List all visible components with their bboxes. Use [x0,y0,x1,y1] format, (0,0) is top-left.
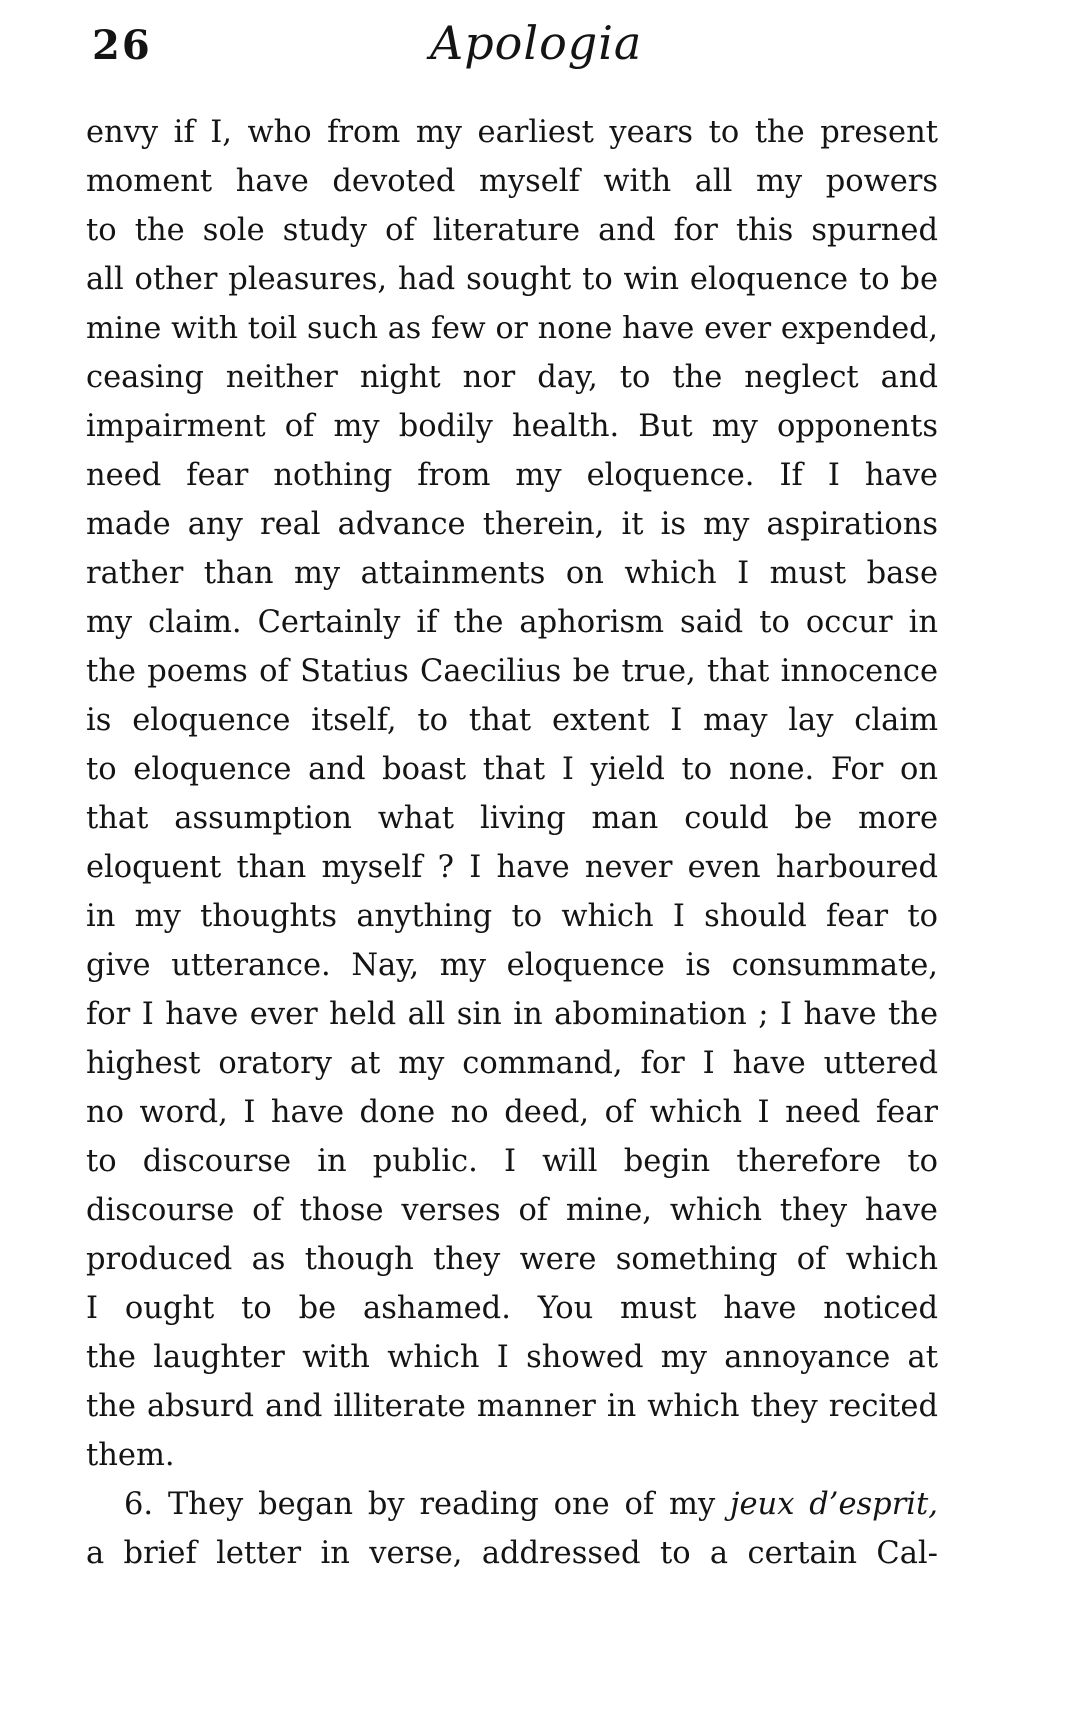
text-line [86,1480,938,1529]
text-line: is eloquence itself, to that extent I may lay claim [86,703,938,738]
text-line: rather than my attainments on which I must base [86,556,938,591]
running-title: Apologia [430,16,643,70]
text-line: my claim. Certainly if the aphorism said to occur in [86,605,938,640]
text-line: to the sole study of literature and for this spurned [86,213,938,248]
body-text [86,108,938,1578]
running-head [0,0,1080,110]
text-line: a brief letter in verse, addressed to a certain Cal- [86,1536,938,1571]
paragraph [86,1480,938,1578]
text-line: envy if I, who from my earliest years to the present [86,115,938,150]
text-line: eloquent than myself ? I have never even harboured [86,850,938,885]
text-line: them. [86,1438,175,1473]
text-line: ceasing neither night nor day, to the neglect and [86,360,938,395]
paragraph [86,108,938,1480]
italic-phrase: jeux d’esprit, [730,1487,938,1522]
text-line: need fear nothing from my eloquence. If I have [86,458,938,493]
text-line: in my thoughts anything to which I should fear to [86,899,938,934]
text-line: I ought to be ashamed. You must have noticed [86,1291,938,1326]
page-number: 26 [92,22,152,69]
text-line: made any real advance therein, it is my aspirations [86,507,938,542]
text-line: impairment of my bodily health. But my opponents [86,409,938,444]
text-line: the absurd and illiterate manner in which they recited [86,1389,938,1424]
text-line: highest oratory at my command, for I have uttered [86,1046,938,1081]
text-line: all other pleasures, had sought to win eloquence to be [86,262,938,297]
text-line: produced as though they were something of which [86,1242,938,1277]
text-line: the poems of Statius Caecilius be true, that innocence [86,654,938,689]
text-line: for I have ever held all sin in abomination ; I have the [86,997,938,1032]
text-line: discourse of those verses of mine, which they have [86,1193,938,1228]
text-line: give utterance. Nay, my eloquence is consummate, [86,948,938,983]
text-line: to eloquence and boast that I yield to none. For on [86,752,938,787]
text-line: mine with toil such as few or none have ever expended, [86,311,938,346]
text-line: moment have devoted myself with all my powers [86,164,938,199]
text-line: that assumption what living man could be more [86,801,938,836]
text-run: 6. They began by reading one of my [124,1487,716,1522]
text-line: to discourse in public. I will begin therefore to [86,1144,938,1179]
text-line: no word, I have done no deed, of which I need fear [86,1095,938,1130]
text-line: the laughter with which I showed my annoyance at [86,1340,938,1375]
